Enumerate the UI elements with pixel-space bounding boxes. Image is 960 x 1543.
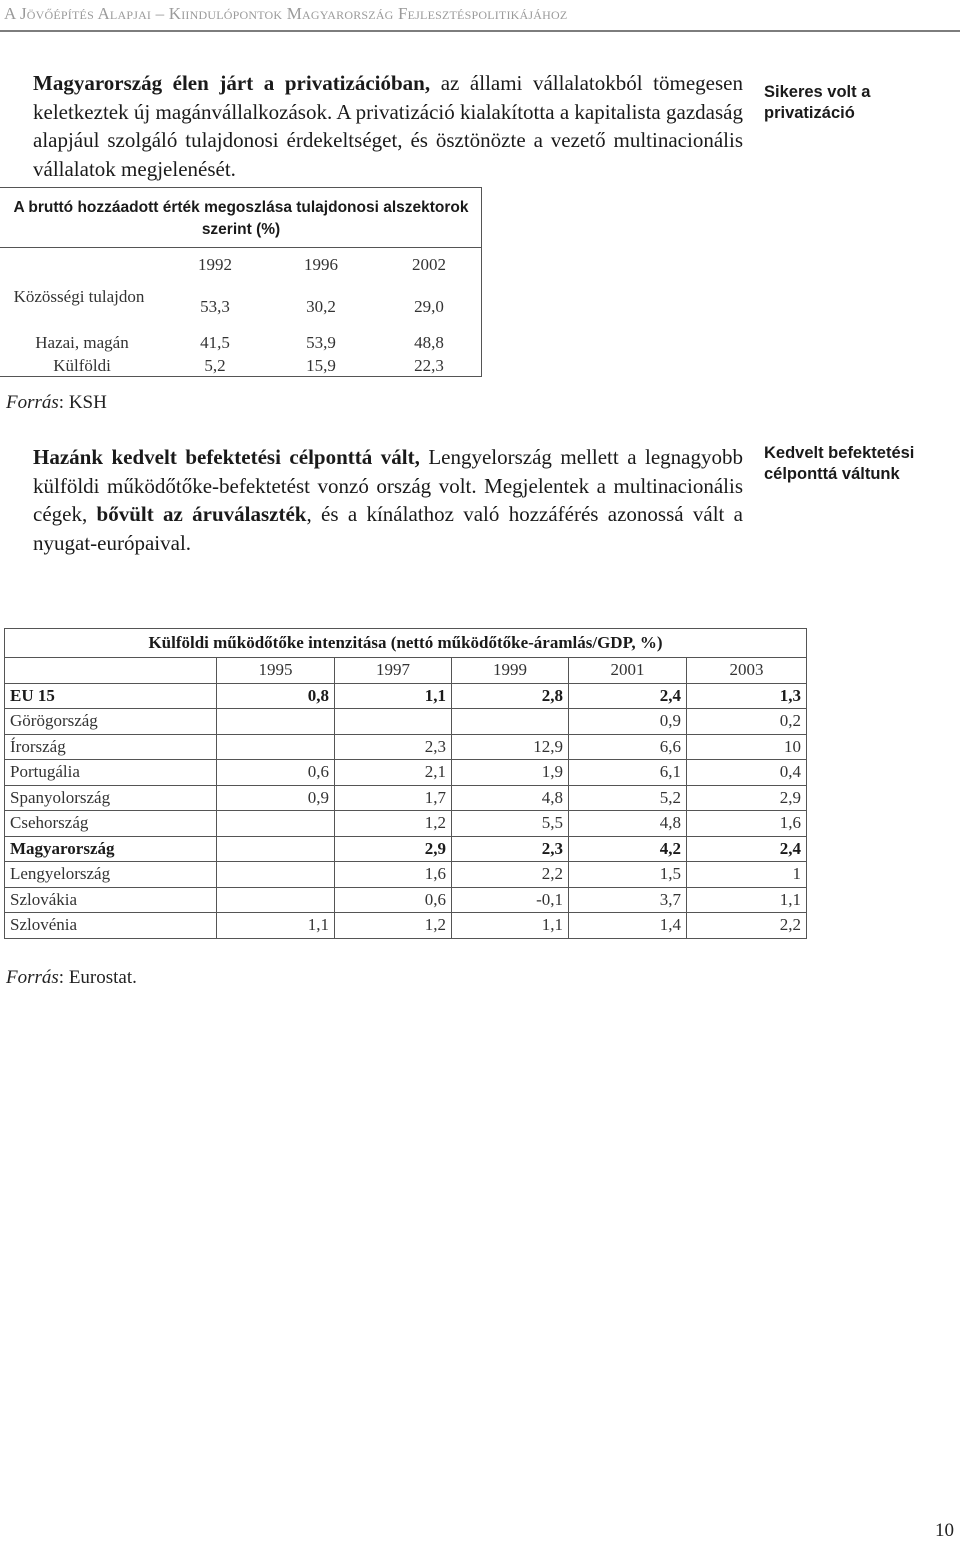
- ownership-table-divider: [0, 281, 482, 282]
- margin-note-privatization: Sikeres volt a privatizáció: [764, 83, 871, 122]
- fdi-value: [217, 709, 335, 735]
- fdi-value: 2,2: [687, 913, 807, 939]
- fdi-value: 1,4: [569, 913, 687, 939]
- fdi-value: 0,9: [217, 785, 335, 811]
- paragraph-privatization: [33, 69, 743, 184]
- fdi-value: 1,1: [452, 913, 569, 939]
- paragraph-privatization-bold: Magyarország élen járt a privatizációban,: [33, 71, 431, 95]
- ownership-value: 48,8: [414, 333, 444, 352]
- ownership-value: 53,9: [306, 333, 336, 352]
- fdi-value: 5,2: [569, 785, 687, 811]
- fdi-value: -0,1: [452, 887, 569, 913]
- fdi-table-header-row: [5, 658, 807, 684]
- ownership-row-label: Közösségi tulajdon: [13, 287, 145, 306]
- country-name: Lengyelország: [5, 862, 217, 888]
- fdi-value: 1,9: [452, 760, 569, 786]
- fdi-value: 1,1: [335, 683, 452, 709]
- paragraph-investment-text-1: Lengyelország mellett a legnagyobb külföldi működőtőke-befektetést vonzó ország volt. Megjelentek a multinacionális cégek,: [33, 445, 743, 527]
- source-value: : KSH: [58, 392, 107, 413]
- fdi-value: [217, 887, 335, 913]
- country-name: Görögország: [5, 709, 217, 735]
- running-header: A Jövőépítés Alapjai – Kiindulópontok Magyarország Fejlesztéspolitikájához: [4, 4, 568, 23]
- fdi-value: 1,3: [687, 683, 807, 709]
- fdi-value: 1,7: [335, 785, 452, 811]
- ownership-year-1996: 1996: [304, 255, 338, 274]
- ownership-value: 5,2: [204, 356, 226, 375]
- fdi-value: 1,6: [335, 862, 452, 888]
- table-row: [5, 811, 807, 837]
- ownership-value: 41,5: [200, 333, 230, 352]
- fdi-value: 6,1: [569, 760, 687, 786]
- ownership-table-source: [6, 392, 107, 414]
- ownership-value: 30,2: [306, 297, 336, 316]
- table-row: [5, 836, 807, 862]
- fdi-table-source: [6, 967, 137, 989]
- source-value: : Eurostat.: [58, 967, 137, 988]
- ownership-row-community: [0, 287, 482, 329]
- country-name: Szlovénia: [5, 913, 217, 939]
- header-rule: [0, 30, 960, 32]
- fdi-value: 1,5: [569, 862, 687, 888]
- fdi-year-2003: 2003: [687, 658, 807, 684]
- country-name: Magyarország: [5, 836, 217, 862]
- fdi-value: [217, 862, 335, 888]
- fdi-table-title: Külföldi működőtőke intenzitása (nettó működőtőke-áramlás/GDP, %): [5, 629, 807, 658]
- ownership-value: 53,3: [200, 297, 230, 316]
- fdi-value: 1,2: [335, 811, 452, 837]
- country-name: Portugália: [5, 760, 217, 786]
- ownership-table-title-rule: [0, 247, 482, 248]
- table-row: [5, 683, 807, 709]
- paragraph-investment-bold-1: Hazánk kedvelt befektetési célponttá vált,: [33, 445, 420, 469]
- fdi-value: [217, 836, 335, 862]
- table-row: [5, 709, 807, 735]
- fdi-value: 1,1: [687, 887, 807, 913]
- fdi-value: [217, 811, 335, 837]
- fdi-year-1997: 1997: [335, 658, 452, 684]
- fdi-value: 2,3: [452, 836, 569, 862]
- ownership-year-1992: 1992: [198, 255, 232, 274]
- fdi-value: [335, 709, 452, 735]
- fdi-value: 2,8: [452, 683, 569, 709]
- ownership-value: 15,9: [306, 356, 336, 375]
- fdi-value: 3,7: [569, 887, 687, 913]
- country-name: Szlovákia: [5, 887, 217, 913]
- fdi-value: 2,3: [335, 734, 452, 760]
- fdi-value: 1,6: [687, 811, 807, 837]
- source-label: Forrás: [6, 967, 59, 988]
- table-row: [5, 734, 807, 760]
- paragraph-privatization-text: az állami vállalatokból tömegesen keletkeztek új magánvállalkozások. A privatizáció kialakította a kapitalista gazdaság alapjául szolgáló tulajdonosi érdekeltséget, és ösztönözte a vezető multinacionális vállalatok megjelenését.: [33, 71, 743, 182]
- source-label: Forrás: [6, 392, 59, 413]
- fdi-value: 0,6: [335, 887, 452, 913]
- ownership-table-title: A bruttó hozzáadott érték megoszlása tulajdonosi alszektorok szerint (%): [13, 199, 469, 238]
- fdi-value: 6,6: [569, 734, 687, 760]
- paragraph-investment-text-2: , és a kínálathoz való hozzáférés azonossá vált a nyugat-európaival.: [33, 502, 744, 556]
- fdi-value: 1: [687, 862, 807, 888]
- fdi-year-2001: 2001: [569, 658, 687, 684]
- fdi-value: 4,2: [569, 836, 687, 862]
- fdi-value: 2,4: [569, 683, 687, 709]
- fdi-value: 5,5: [452, 811, 569, 837]
- fdi-value: 4,8: [452, 785, 569, 811]
- table-row: [5, 862, 807, 888]
- fdi-year-1995: 1995: [217, 658, 335, 684]
- margin-note-investment: Kedvelt befektetési célponttá váltunk: [764, 444, 915, 483]
- table-row: [5, 785, 807, 811]
- table-row: [5, 760, 807, 786]
- fdi-value: 2,4: [687, 836, 807, 862]
- fdi-value: 12,9: [452, 734, 569, 760]
- ownership-value: 22,3: [414, 356, 444, 375]
- fdi-value: 2,1: [335, 760, 452, 786]
- fdi-value: 1,2: [335, 913, 452, 939]
- country-name: EU 15: [5, 683, 217, 709]
- country-name: Csehország: [5, 811, 217, 837]
- fdi-value: [217, 734, 335, 760]
- fdi-value: 2,9: [335, 836, 452, 862]
- country-name: Írország: [5, 734, 217, 760]
- fdi-value: 0,4: [687, 760, 807, 786]
- fdi-year-1999: 1999: [452, 658, 569, 684]
- page-number: 10: [935, 1520, 954, 1541]
- paragraph-investment: [33, 443, 743, 558]
- ownership-value: 29,0: [414, 297, 444, 316]
- table-row: [5, 887, 807, 913]
- fdi-value: 0,9: [569, 709, 687, 735]
- table-row: [5, 913, 807, 939]
- paragraph-investment-bold-2: bővült az áruválaszték: [96, 502, 307, 527]
- fdi-value: [452, 709, 569, 735]
- fdi-intensity-table: [4, 628, 807, 939]
- fdi-value: 0,2: [687, 709, 807, 735]
- country-name: Spanyolország: [5, 785, 217, 811]
- fdi-value: 1,1: [217, 913, 335, 939]
- fdi-value: 2,2: [452, 862, 569, 888]
- ownership-year-2002: 2002: [412, 255, 446, 274]
- ownership-row-label: Hazai, magán: [35, 333, 129, 352]
- fdi-value: 10: [687, 734, 807, 760]
- ownership-row-label: Külföldi: [53, 356, 111, 375]
- fdi-value: 2,9: [687, 785, 807, 811]
- fdi-value: 0,8: [217, 683, 335, 709]
- fdi-value: 0,6: [217, 760, 335, 786]
- fdi-table-body: [5, 683, 807, 938]
- fdi-header-blank: [5, 658, 217, 684]
- fdi-value: 4,8: [569, 811, 687, 837]
